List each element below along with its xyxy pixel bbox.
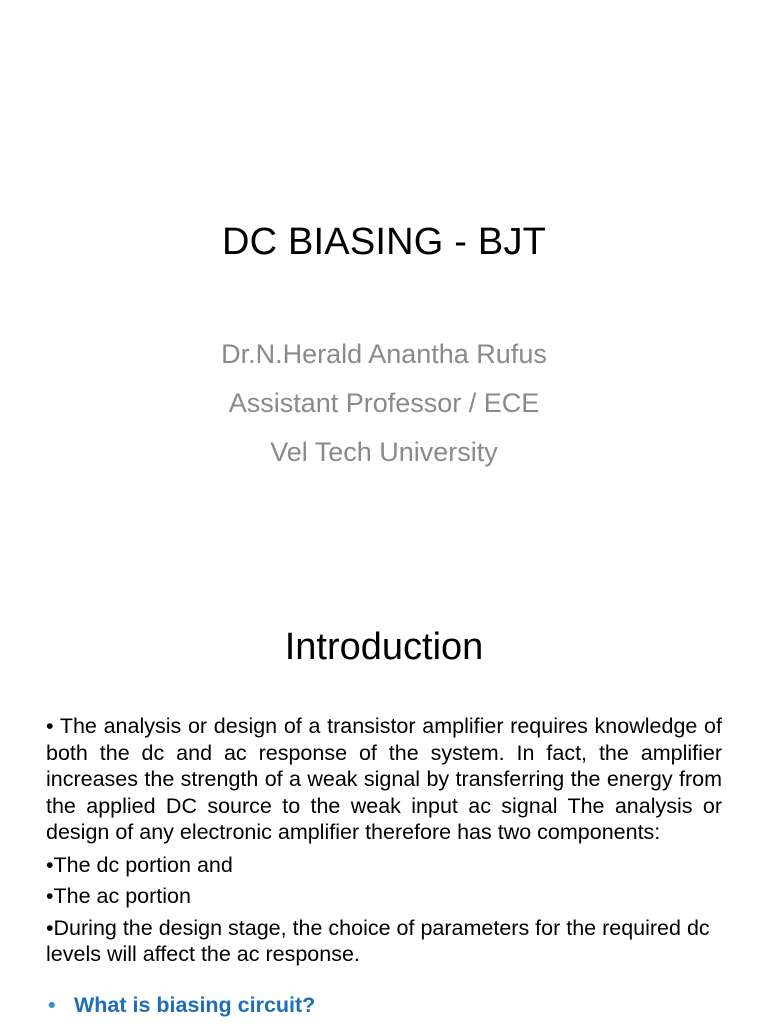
intro-paragraph: • The analysis or design of a transistor amplifier requires knowledge of both the dc and ac response of the system. In fact, the amplifier increases the strength of a weak signal by transferring the energy from the applied DC source to the weak input ac signal The analysis or design of any electronic amplifier therefore has two components:: [46, 714, 722, 844]
intro-heading: Introduction: [284, 626, 484, 668]
author-name: Dr.N.Herald Anantha Rufus: [221, 339, 547, 369]
list-item-ac-portion: •The ac portion: [46, 884, 191, 908]
list-item-design-stage: •During the design stage, the choice of parameters for the required dc levels will affect the ac response.: [46, 915, 710, 966]
list-item-dc-portion: •The dc portion and: [46, 852, 233, 877]
bullet-icon: •: [48, 993, 56, 1017]
biasing-question: [48, 991, 315, 1019]
intro-body: [46, 713, 722, 973]
slide-title: DC BIASING - BJT: [221, 221, 547, 263]
author-position: Assistant Professor / ECE: [228, 388, 540, 418]
introduction-slide: [0, 575, 768, 1024]
author-institution: Vel Tech University: [270, 437, 498, 467]
author-info: [0, 330, 768, 477]
biasing-question-text: What is biasing circuit?: [74, 993, 316, 1017]
